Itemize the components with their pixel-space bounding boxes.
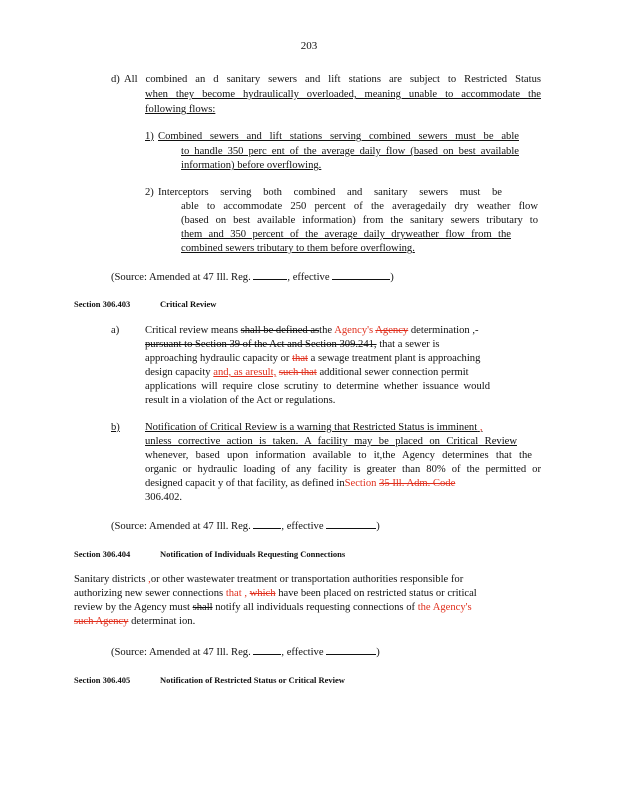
item-a-line-6: result in a violation of the Act or regulations. xyxy=(145,395,336,406)
section-306-403-number: Section 306.403 xyxy=(74,299,131,309)
item-d-line-3: following flows: xyxy=(145,104,216,115)
item-d-1-number: 1) xyxy=(145,131,154,142)
reg-blank xyxy=(253,269,287,280)
section-306-405-title: Notification of Restricted Status or Critical Review xyxy=(160,675,345,685)
item-d-1-line-2: to handle 350 perc ent of the average daily flow (based on best available xyxy=(181,146,519,157)
source-note-1: (Source: Amended at 47 Ill. Reg. , effective ) xyxy=(111,269,394,284)
item-d-line-1: All combined an d sanitary sewers and lift stations are subject to Restricted Status xyxy=(124,74,541,85)
source-note-2: (Source: Amended at 47 Ill. Reg. , effective ) xyxy=(111,518,380,533)
reg-blank xyxy=(253,644,281,655)
item-d-2-number: 2) xyxy=(145,187,154,198)
item-b-line-3: whenever, based upon information available to it,the Agency determines that the xyxy=(145,450,532,461)
item-d-2-line-3: (based on best available information) from the sanitary sewers tributary to xyxy=(181,215,538,226)
effective-blank xyxy=(332,269,390,280)
effective-blank xyxy=(326,644,376,655)
effective-blank xyxy=(326,518,376,529)
item-d-2-line-2: able to accommodate 250 percent of the averagedaily dry weather flow xyxy=(181,201,538,212)
section-306-403-title: Critical Review xyxy=(160,299,217,309)
item-b-line-1: Notification of Critical Review is a warning that Restricted Status is imminent , xyxy=(145,422,483,433)
item-d-1-line-1: Combined sewers and lift stations serving combined sewers must be able xyxy=(158,131,519,142)
item-a-line-1: Critical review means shall be defined asthe Agency's Agency determination ,- xyxy=(145,325,479,336)
item-b-line-4: organic or hydraulic loading of any facility is greater than 80% of the permitted or xyxy=(145,464,541,475)
item-b-line-5: designed capacit y of that facility, as defined inSection 35 Ill. Adm. Code xyxy=(145,478,456,489)
item-a-line-4: design capacity and, as aresult, such that additional sewer connection permit xyxy=(145,367,469,378)
section-306-404-number: Section 306.404 xyxy=(74,549,131,559)
item-d-line-2: when they become hydraulically overloaded, meaning unable to accommodate the xyxy=(145,89,541,100)
item-d-2-line-5: combined sewers tributary to them before overflowing. xyxy=(181,243,415,254)
item-d-2-line-4: them and 350 percent of the average daily dryweather flow from the xyxy=(181,229,511,240)
item-b-label: b) xyxy=(111,422,120,433)
item-b-line-2: unless corrective action is taken. A facility may be placed on Critical Review xyxy=(145,436,517,447)
item-b-line-6: 306.402. xyxy=(145,492,183,503)
section-306-405-number: Section 306.405 xyxy=(74,675,131,685)
item-a-label: a) xyxy=(111,325,120,336)
item-a-line-5: applications will require close scrutiny to determine whether issuance would xyxy=(145,381,490,392)
section-306-404-title: Notification of Individuals Requesting Connections xyxy=(160,549,346,559)
source-note-3: (Source: Amended at 47 Ill. Reg. , effective ) xyxy=(111,644,380,659)
item-d-1-line-3: information) before overflowing. xyxy=(181,160,322,171)
item-d-2-line-1: Interceptors serving both combined and sanitary sewers must be xyxy=(158,187,502,198)
p404-line-1: Sanitary districts ,or other wastewater treatment or transportation authorities responsible for xyxy=(74,574,464,585)
item-d-label: d) xyxy=(111,74,120,85)
p404-line-2: authorizing new sewer connections that , which have been placed on restricted status or critical xyxy=(74,588,477,599)
item-a-line-2: pursuant to Section 39 of the Act and Section 309.241, that a sewer is xyxy=(145,339,440,350)
item-a-line-3: approaching hydraulic capacity or that a sewage treatment plant is approaching xyxy=(145,353,481,364)
page-number: 203 xyxy=(300,40,318,52)
p404-line-3: review by the Agency must shall notify all individuals requesting connections of the Agency's xyxy=(74,602,472,613)
reg-blank xyxy=(253,518,281,529)
p404-line-4: such Agency determinat ion. xyxy=(74,616,196,627)
